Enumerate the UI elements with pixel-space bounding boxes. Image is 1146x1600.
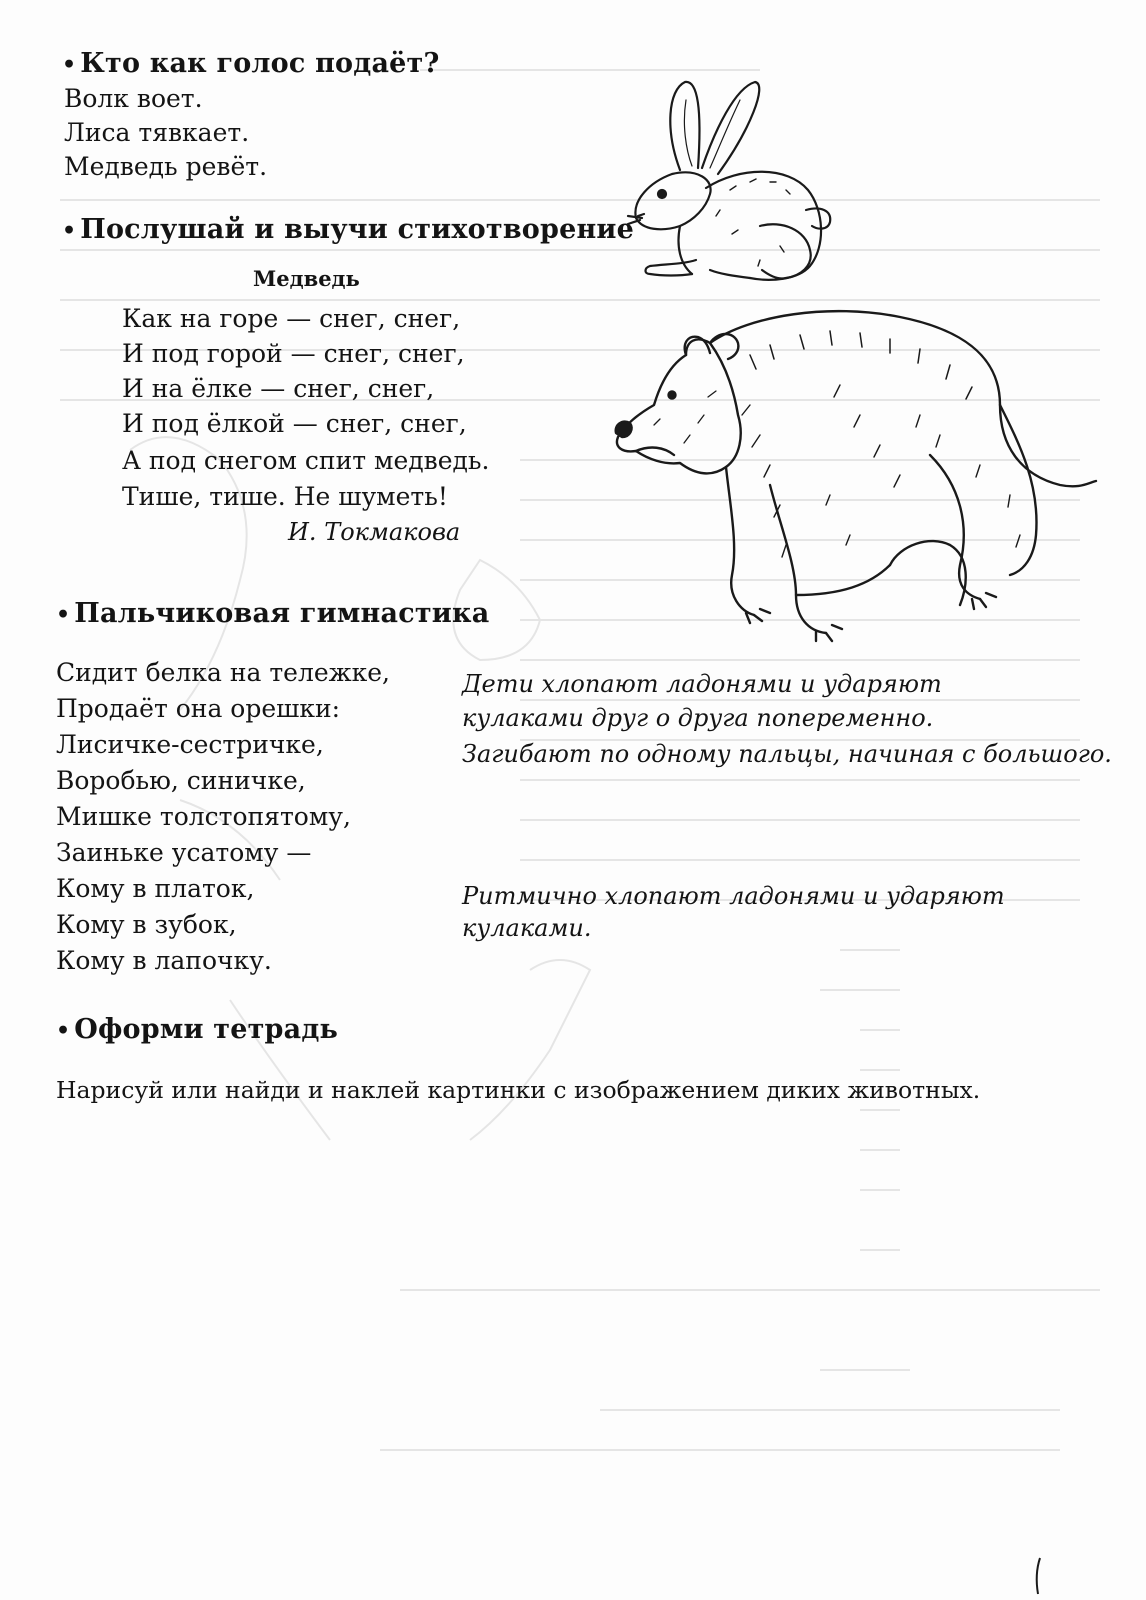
text-line: Волк воет.	[64, 84, 203, 113]
section-heading-voices: • Кто как голос подаёт?	[62, 48, 440, 79]
rhyme-line: Кому в зубок,	[56, 910, 237, 939]
instruction-line: кулаками.	[462, 914, 592, 942]
rhyme-line: Воробью, синичке,	[56, 766, 306, 795]
poem-line: И под горой — снег, снег,	[122, 339, 465, 368]
bullet-icon: •	[56, 1018, 71, 1044]
poem-line: И под ёлкой — снег, снег,	[122, 409, 467, 438]
bear-icon	[600, 295, 1100, 645]
instruction-line: Ритмично хлопают ладонями и ударяют	[462, 882, 1005, 910]
bullet-icon: •	[56, 602, 71, 628]
text-line: Лиса тявкает.	[64, 118, 250, 147]
bullet-icon: •	[62, 52, 77, 78]
bullet-icon: •	[62, 218, 77, 244]
task-text: Нарисуй или найди и наклей картинки с изображением диких животных.	[56, 1076, 981, 1104]
rhyme-line: Лисичке-сестричке,	[56, 730, 324, 759]
instruction-line: Дети хлопают ладонями и ударяют	[462, 670, 942, 698]
section-heading-poem: • Послушай и выучи стихотворение	[62, 214, 635, 245]
poem-author: И. Токмакова	[288, 518, 461, 546]
text-line: Медведь ревёт.	[64, 152, 268, 181]
instruction-line: кулаками друг о друга попеременно.	[462, 704, 934, 732]
section-heading-notebook: • Оформи тетрадь	[56, 1014, 339, 1045]
rhyme-line: Мишке толстопятому,	[56, 802, 351, 831]
poem-title: Медведь	[253, 266, 360, 291]
poem-line: Как на горе — снег, снег,	[122, 304, 461, 333]
instruction-line: Загибают по одному пальцы, начиная с большого.	[462, 740, 1112, 768]
poem-line: Тише, тише. Не шуметь!	[122, 482, 448, 511]
rhyme-line: Продаёт она орешки:	[56, 694, 341, 723]
poem-line: И на ёлке — снег, снег,	[122, 374, 435, 403]
rhyme-line: Заиньке усатому —	[56, 838, 312, 867]
hare-icon	[610, 70, 840, 300]
section-heading-finger-gym: • Пальчиковая гимнастика	[56, 598, 490, 629]
page-corner-mark-icon	[1028, 1556, 1048, 1596]
poem-line: А под снегом спит медведь.	[122, 446, 490, 475]
rhyme-line: Кому в лапочку.	[56, 946, 272, 975]
rhyme-line: Сидит белка на тележке,	[56, 658, 391, 687]
rhyme-line: Кому в платок,	[56, 874, 255, 903]
